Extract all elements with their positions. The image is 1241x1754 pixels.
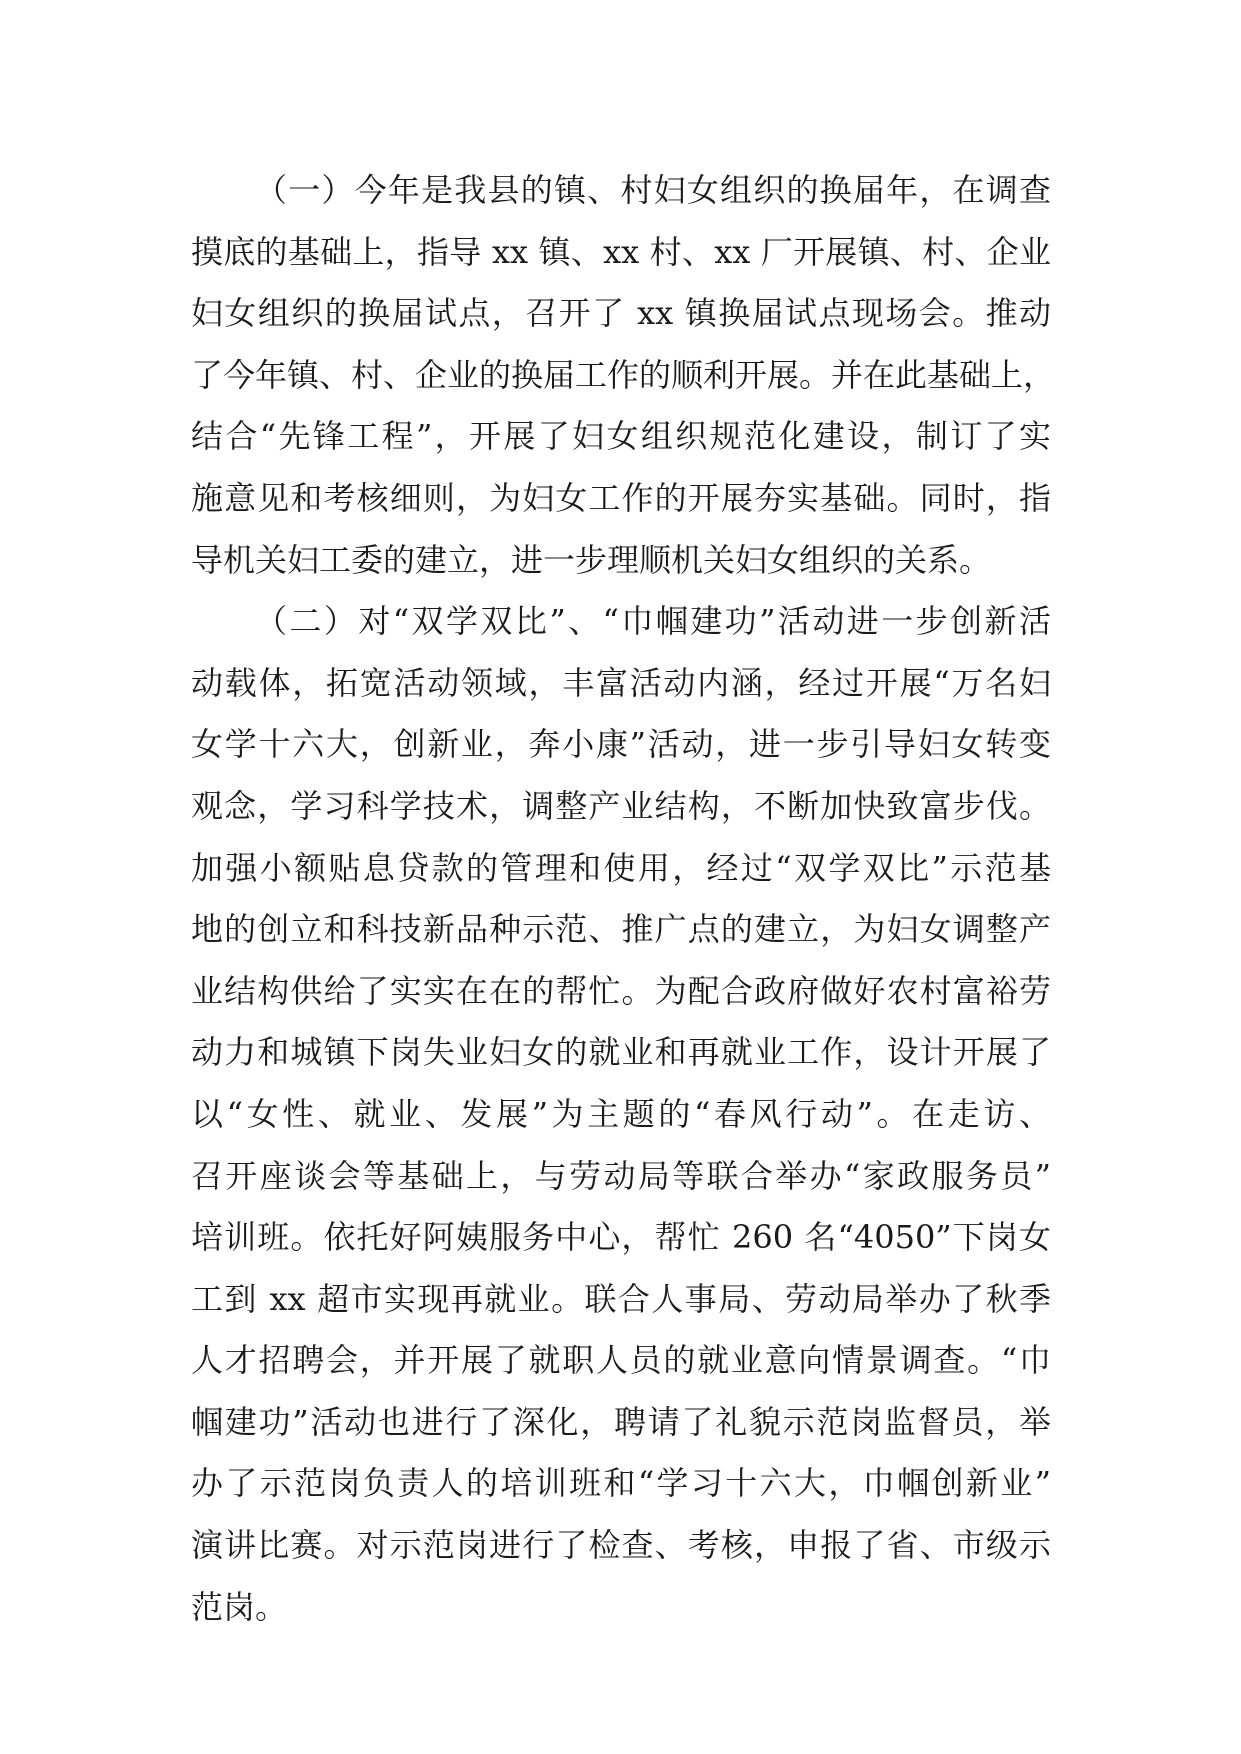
text-line: 范岗。 <box>191 1587 288 1626</box>
text-line: （二）对“双学双比”、“巾帼建功”活动进一步创新活 <box>255 602 1051 641</box>
text-line: 施意见和考核细则，为妇女工作的开展夯实基础。同时，指 <box>191 478 1051 517</box>
text-line: 摸底的基础上，指导 xx 镇、xx 村、xx 厂开展镇、村、企业 <box>191 232 1051 271</box>
text-line: 动力和城镇下岗失业妇女的就业和再就业工作，设计开展了 <box>191 1033 1051 1072</box>
text-line: （一）今年是我县的镇、村妇女组织的换届年，在调查 <box>255 171 1051 209</box>
text-line: 演讲比赛。对示范岗进行了检查、考核，申报了省、市级示 <box>191 1526 1051 1565</box>
text-line: 女学十六大，创新业，奔小康”活动，进一步引导妇女转变 <box>191 725 1051 764</box>
text-line: 以“女性、就业、发展”为主题的“春风行动”。在走访、 <box>191 1094 1051 1133</box>
text-line: 业结构供给了实实在在的帮忙。为配合政府做好农村富裕劳 <box>191 971 1051 1010</box>
text-line: 地的创立和科技新品种示范、推广点的建立，为妇女调整产 <box>191 910 1051 949</box>
text-line: 加强小额贴息贷款的管理和使用，经过“双学双比”示范基 <box>191 848 1051 887</box>
text-line: 动载体，拓宽活动领域，丰富活动内涵，经过开展“万名妇 <box>191 663 1051 702</box>
text-line: 帼建功”活动也进行了深化，聘请了礼貌示范岗监督员，举 <box>191 1402 1051 1441</box>
text-line: 人才招聘会，并开展了就职人员的就业意向情景调查。“巾 <box>191 1341 1051 1380</box>
text-line: 导机关妇工委的建立，进一步理顺机关妇女组织的关系。 <box>191 540 992 579</box>
paragraph-2 <box>191 591 1051 1638</box>
text-line: 培训班。依托好阿姨服务中心，帮忙 260 名“4050”下岗女 <box>191 1218 1051 1257</box>
text-line: 办了示范岗负责人的培训班和“学习十六大，巾帼创新业” <box>191 1464 1051 1503</box>
text-line: 观念，学习科学技术，调整产业结构，不断加快致富步伐。 <box>191 786 1051 825</box>
body-text <box>191 160 1056 1638</box>
text-line: 召开座谈会等基础上，与劳动局等联合举办“家政服务员” <box>191 1156 1051 1195</box>
text-line: 工到 xx 超市实现再就业。联合人事局、劳动局举办了秋季 <box>191 1279 1051 1318</box>
paragraph-1 <box>191 160 1056 591</box>
text-line: 妇女组织的换届试点，召开了 xx 镇换届试点现场会。推动 <box>191 294 1051 333</box>
text-line: 了今年镇、村、企业的换届工作的顺利开展。并在此基础上， <box>191 355 1056 394</box>
text-line: 结合“先锋工程”，开展了妇女组织规范化建设，制订了实 <box>191 417 1051 456</box>
